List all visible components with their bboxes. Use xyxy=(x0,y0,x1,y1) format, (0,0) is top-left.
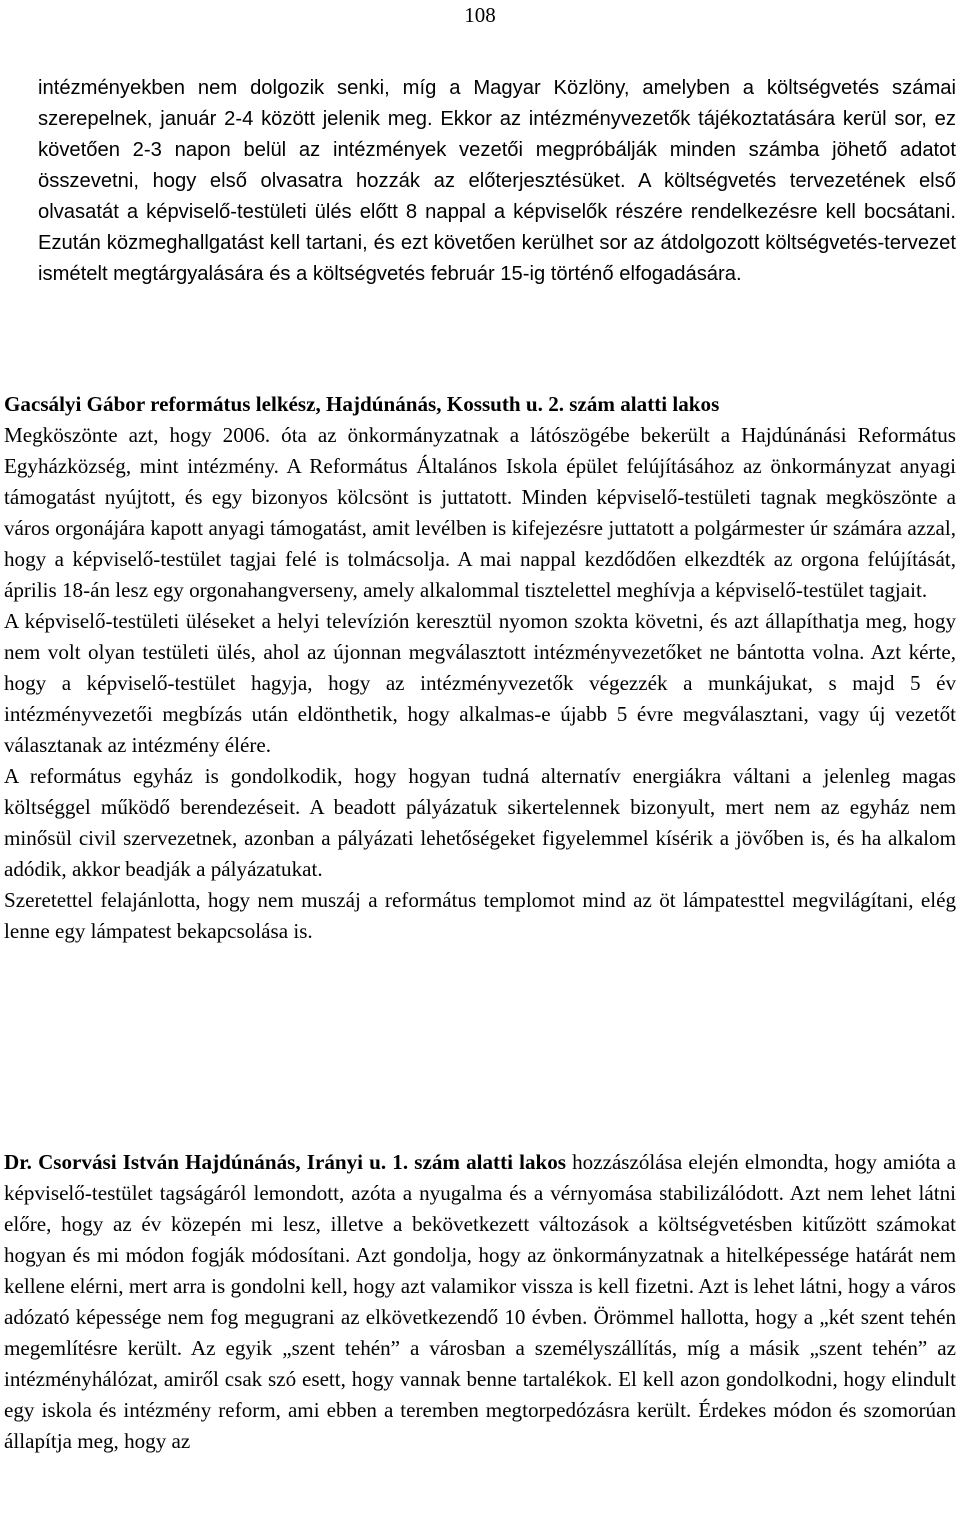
page-number: 108 xyxy=(464,3,496,27)
speaker-1-paragraph: Szeretettel felajánlotta, hogy nem muszáj a református templomot mind az öt lámpatesttel megvilágítani, elég lenne egy lámpatest bekapcsolása is. xyxy=(4,888,956,943)
speaker-1-paragraph: A képviselő-testületi üléseket a helyi televízión keresztül nyomon szokta követni, és azt állapíthatja meg, hogy nem volt olyan testületi ülés, ahol az újonnan megválasztott intézményvezetőket ne bántotta volna. Azt kérte, hogy a képviselő-testület hagyja, hogy az intézményvezetők végezzék a munkájukat, s majd 5 év intézményvezetői megbízás után eldönthetik, hogy alkalmas-e újabb 5 évre megválasztani, vagy új vezetőt választanak az intézmény élére. xyxy=(4,609,956,757)
intro-paragraph: intézményekben nem dolgozik senki, míg a Magyar Közlöny, amelyben a költségvetés számai szerepelnek, január 2-4 között jelenik meg. Ekkor az intézményvezetők tájékoztatására kerül sor, ez követően 2-3 napon belül az intézmények vezetői megpróbálják minden számba jöhető adatot összevetni, hogy első olvasatra hozzák az előterjesztésüket. A költségvetés tervezetének első olvasatát a képviselő-testületi ülés előtt 8 nappal a képviselők részére rendelkezésre kell bocsátani. Ezután közmeghallgatást kell tartani, és ezt követően kerülhet sor az átdolgozott költségvetés-tervezet ismételt megtárgyalására és a költségvetés február 15-ig történő elfogadására. xyxy=(38,77,956,285)
intro-paragraph-block xyxy=(38,73,956,290)
speaker-1-heading: Gacsályi Gábor református lelkész, Hajdúnánás, Kossuth u. 2. szám alatti lakos xyxy=(4,392,720,416)
speaker-2-text: hozzászólása elején elmondta, hogy amióta a képviselő-testület tagságáról lemondott, azóta a nyugalma és a vérnyomása stabilizálódott. Azt nem lehet látni előre, hogy az év közepén mi lesz, illetve a bekövetkezett változások a költségvetésben kitűzött számokat hogyan és mi módon fogják módosítani. Azt gondolja, hogy az önkormányzatnak a hitelképessége határát nem kellene elérni, mert arra is gondolni kell, hogy azt valamikor vissza is kell fizetni. Azt is lehet látni, hogy a város adózató képessége nem fog megugrani az elkövetkezendő 10 évben. Örömmel hallotta, hogy a „két szent tehén megemlítésre került. Az egyik „szent tehén” a városban a személyszállítás, míg a másik „szent tehén” az intézményhálózat, amiről csak szó esett, hogy vannak benne tartalékok. El kell azon gondolkodni, hogy elindult egy iskola és intézmény reform, ami ebben a teremben megtorpedózásra került. Érdekes módon és szomorúan állapítja meg, hogy az xyxy=(4,1150,956,1453)
speaker-2-paragraph xyxy=(4,1147,956,1457)
speaker-1-paragraph: A református egyház is gondolkodik, hogy hogyan tudná alternatív energiákra váltani a jelenleg magas költséggel működő berendezéseit. A beadott pályázatuk sikertelennek bizonyult, mert nem az egyház nem minősül civil szervezetnek, azonban a pályázati lehetőségeket figyelemmel kísérik a jövőben is, és ha alkalom adódik, akkor beadják a pályázatukat. xyxy=(4,764,956,881)
speaker-1-paragraph: Megköszönte azt, hogy 2006. óta az önkormányzatnak a látószögébe bekerült a Hajdúnánási Református Egyházközség, mint intézmény. A Református Általános Iskola épület felújításához az önkormányzat anyagi támogatást nyújtott, és egy bizonyos kölcsönt is juttatott. Minden képviselő-testületi tagnak megköszönte a város orgonájára kapott anyagi támogatást, amit levélben is kifejezésre juttatott a polgármester úr számára azzal, hogy a képviselő-testület tagjai felé is tolmácsolja. A mai nappal kezdődően elkezdték az orgona felújítását, április 18-án lesz egy orgonahangverseny, amely alkalommal tisztelettel meghívja a képviselő-testület tagjait. xyxy=(4,423,956,602)
speaker-2-heading: Dr. Csorvási István Hajdúnánás, Irányi u. 1. szám alatti lakos xyxy=(4,1150,566,1174)
speaker-2-section xyxy=(4,1147,956,1457)
speaker-1-section xyxy=(4,389,956,947)
